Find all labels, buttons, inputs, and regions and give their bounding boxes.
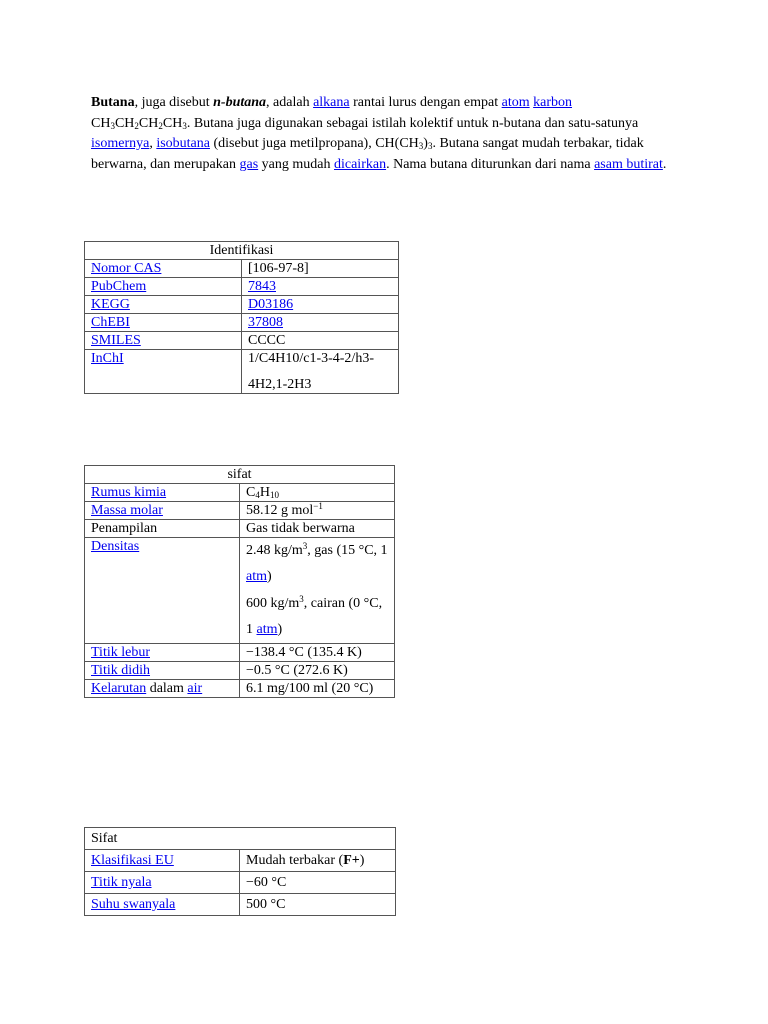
klasifikasi-value xyxy=(240,850,396,872)
link-inchi[interactable]: InChI xyxy=(91,351,124,366)
sifat-table xyxy=(84,465,395,698)
link-pubchem[interactable]: PubChem xyxy=(91,279,147,294)
swanyala-value: 500 °C xyxy=(240,894,396,916)
link-asam-butirat[interactable]: asam butirat xyxy=(594,156,663,172)
link-atm[interactable]: atm xyxy=(256,622,278,637)
formula-sub: 2 xyxy=(158,120,163,131)
formula-part: CH xyxy=(114,115,135,131)
table-row xyxy=(85,894,396,916)
link-suhu-swanyala[interactable]: Suhu swanyala xyxy=(91,897,176,912)
sifat-bahaya-header: Sifat xyxy=(85,828,396,850)
densitas-value xyxy=(240,538,395,644)
link-karbon[interactable]: karbon xyxy=(533,95,573,110)
superscript: −1 xyxy=(313,501,323,511)
link-isobutana[interactable]: isobutana xyxy=(156,136,210,151)
text: . Butana sangat mudah terbakar, tidak berwarna, dan merupakan xyxy=(91,136,644,172)
link-chebi-id[interactable]: 37808 xyxy=(248,315,283,330)
text: . Nama butana diturunkan dari nama xyxy=(386,156,595,172)
table-row xyxy=(85,520,395,538)
superscript: 3 xyxy=(299,594,304,604)
text: ) xyxy=(267,569,272,584)
link-kegg-id[interactable]: D03186 xyxy=(248,297,294,312)
link-kegg[interactable]: KEGG xyxy=(91,297,130,312)
table-row xyxy=(85,484,395,502)
table-row xyxy=(85,314,399,332)
formula xyxy=(91,116,187,131)
text: Mudah terbakar ( xyxy=(246,853,344,868)
formula-sub: 3 xyxy=(427,141,433,151)
table-row xyxy=(85,332,399,350)
text: , gas (15 °C, 1 xyxy=(307,543,388,558)
link-air[interactable]: air xyxy=(187,681,203,696)
formula-part: CH xyxy=(162,115,183,131)
link-isomernya[interactable]: isomernya xyxy=(91,136,150,151)
text: dalam xyxy=(146,681,188,696)
smiles-value: CCCC xyxy=(242,332,399,350)
sifat-bahaya-table xyxy=(84,827,396,916)
inchi-line-1: 1/C4H10/c1-3-4-2/h3- xyxy=(248,351,374,366)
densitas-gas xyxy=(246,538,388,590)
superscript: 3 xyxy=(302,541,308,551)
table-row xyxy=(85,296,399,314)
text: 600 kg/m xyxy=(246,596,300,611)
formula-sub: 2 xyxy=(134,120,139,131)
formula-sub: 10 xyxy=(269,490,279,500)
text: rantai lurus dengan empat xyxy=(349,95,502,110)
nyala-value: −60 °C xyxy=(240,872,396,894)
text: , cairan (0 °C, 1 xyxy=(246,596,383,637)
link-atom[interactable]: atom xyxy=(501,95,530,110)
formula-part: CH xyxy=(138,115,159,131)
link-titik-lebur[interactable]: Titik lebur xyxy=(91,645,150,660)
link-densitas[interactable]: Densitas xyxy=(91,539,140,554)
intro-paragraph: Butana, juga disebut n-butana, adalah alkana rantai lurus dengan empat atom karbon $CH_3CH_2CH_2CH_3$. Butana juga digunakan sebagai istilah kolektif untuk n-butana dan satu-satunya isomernya, isobutana (disebut juga metilpropana), $CH(CH_3)_3$. Butana sangat mudah terbakar, tidak berwarna, dan merupakan gas yang mudah dicairkan. Nama butana diturunkan dari nama asam butirat. xyxy=(91,95,667,172)
link-chebi[interactable]: ChEBI xyxy=(91,315,130,330)
formula-part: CH xyxy=(91,115,111,131)
link-gas[interactable]: gas xyxy=(239,156,259,172)
link-smiles[interactable]: SMILES xyxy=(91,333,141,348)
link-massa-molar[interactable]: Massa molar xyxy=(91,503,163,518)
table-row xyxy=(85,662,395,680)
cas-value: [106-97-8] xyxy=(242,260,399,278)
identifikasi-table xyxy=(84,241,399,394)
table-row xyxy=(85,278,399,296)
table-row xyxy=(85,350,399,394)
link-alkana[interactable]: alkana xyxy=(313,95,350,110)
table-row xyxy=(85,538,395,644)
link-titik-nyala[interactable]: Titik nyala xyxy=(91,875,152,890)
link-atm[interactable]: atm xyxy=(246,569,267,584)
penampilan-value: Gas tidak berwarna xyxy=(240,520,395,538)
table-row xyxy=(85,502,395,520)
link-nomor-cas[interactable]: Nomor CAS xyxy=(91,261,162,276)
term-n-butana: n-butana xyxy=(213,95,267,110)
formula-sub: 3 xyxy=(182,120,187,131)
sifat-header: sifat xyxy=(85,466,395,484)
text: C xyxy=(246,485,256,500)
link-klasifikasi-eu[interactable]: Klasifikasi EU xyxy=(91,853,174,868)
kelarutan-value: 6.1 mg/100 ml (20 °C) xyxy=(240,680,395,698)
inchi-line-2: 4H2,1-2H3 xyxy=(248,377,312,392)
table-row xyxy=(85,872,396,894)
formula-sub: 4 xyxy=(255,490,260,500)
text: . Butana juga digunakan sebagai istilah kolektif untuk n-butana dan satu-satunya xyxy=(186,115,639,131)
text: (disebut juga metilpropana), CH(CH xyxy=(209,136,419,151)
formula-sub: 3 xyxy=(418,141,424,151)
table-row xyxy=(85,680,395,698)
table-row xyxy=(85,850,396,872)
text: , juga disebut xyxy=(134,95,214,110)
didih-value: −0.5 °C (272.6 K) xyxy=(240,662,395,680)
hazard-code: F+ xyxy=(343,853,360,868)
penampilan-label: Penampilan xyxy=(85,520,240,538)
link-dicairkan[interactable]: dicairkan xyxy=(333,156,387,172)
identifikasi-header: Identifikasi xyxy=(85,242,399,260)
text: 58.12 g mol xyxy=(246,503,314,518)
inchi-value xyxy=(242,350,399,394)
formula-sub: 3 xyxy=(110,120,115,131)
table-row xyxy=(85,644,395,662)
link-kelarutan[interactable]: Kelarutan xyxy=(91,681,147,696)
text: H xyxy=(259,485,270,500)
table-row xyxy=(85,260,399,278)
text: 2.48 kg/m xyxy=(246,543,303,558)
text: ) xyxy=(277,622,283,637)
text: ) xyxy=(359,853,365,868)
massa-value xyxy=(240,502,395,520)
text: , adalah xyxy=(266,95,314,110)
rumus-value xyxy=(240,484,395,502)
text: . xyxy=(662,156,667,172)
link-rumus-kimia[interactable]: Rumus kimia xyxy=(91,485,167,500)
kelarutan-label xyxy=(85,680,240,698)
term-butana: Butana xyxy=(91,95,135,110)
link-titik-didih[interactable]: Titik didih xyxy=(91,663,151,678)
lebur-value: −138.4 °C (135.4 K) xyxy=(240,644,395,662)
link-pubchem-id[interactable]: 7843 xyxy=(248,279,276,294)
densitas-cairan xyxy=(246,591,388,643)
text: yang mudah xyxy=(258,156,334,172)
text: ) xyxy=(423,136,428,151)
